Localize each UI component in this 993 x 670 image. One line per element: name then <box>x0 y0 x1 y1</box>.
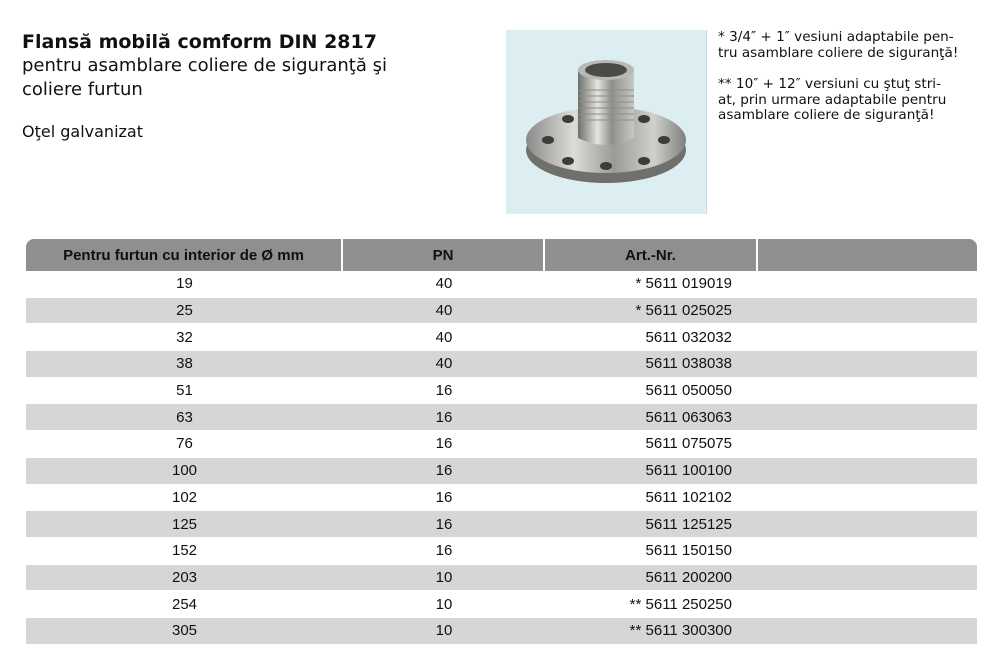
cell-article-number: 5611 050050 <box>645 382 732 400</box>
cell-pn: 16 <box>435 542 453 560</box>
cell-pn: 40 <box>435 275 453 293</box>
cell-article-number: 5611 200200 <box>645 568 732 586</box>
cell-article-number: 5611 038038 <box>645 355 732 373</box>
cell-hose-diameter: 152 <box>171 542 198 560</box>
cell-empty <box>758 351 977 377</box>
notes <box>718 30 986 124</box>
cell-pn: 10 <box>435 595 453 613</box>
cell-pn: 16 <box>435 488 453 506</box>
cell-pn: 40 <box>435 328 453 346</box>
cell-hose-diameter: 63 <box>176 408 193 426</box>
cell-pn: 40 <box>435 302 453 320</box>
table-row <box>26 565 977 592</box>
cell-article-number: 5611 075075 <box>645 435 732 453</box>
note-large-sizes: ** 10″ + 12″ versiuni cu ştuţ stri- at, prin urmare adaptabile pentru asamblare coliere de siguranţă! <box>718 76 947 124</box>
product-material: Oţel galvanizat <box>22 122 143 141</box>
table-row <box>26 538 977 565</box>
product-subtitle-line2: coliere furtun <box>22 79 143 100</box>
cell-empty <box>758 458 977 484</box>
cell-hose-diameter: 32 <box>176 328 193 346</box>
cell-pn: 40 <box>435 355 453 373</box>
cell-hose-diameter: 102 <box>171 488 198 506</box>
cell-pn: 16 <box>435 515 453 533</box>
table-header <box>26 239 977 271</box>
cell-article-number: * 5611 019019 <box>635 275 732 293</box>
cell-article-number: * 5611 025025 <box>635 302 732 320</box>
header-article-number: Art.-Nr. <box>545 239 758 271</box>
flange-photo-svg <box>506 30 706 214</box>
table-row <box>26 458 977 485</box>
cell-hose-diameter: 76 <box>176 435 193 453</box>
article-table <box>26 239 977 645</box>
table-row <box>26 591 977 618</box>
table-row <box>26 511 977 538</box>
table-row <box>26 618 977 645</box>
flange-photo-icon <box>506 30 707 214</box>
cell-article-number: 5611 150150 <box>645 542 732 560</box>
cell-pn: 16 <box>435 435 453 453</box>
product-subtitle-line1: pentru asamblare coliere de siguranţă şi <box>22 55 387 76</box>
product-title: Flansă mobilă comform DIN 2817 <box>22 31 377 53</box>
table-row <box>26 431 977 458</box>
product-heading <box>22 30 492 142</box>
table-row <box>26 271 977 298</box>
cell-empty <box>758 378 977 404</box>
cell-empty <box>758 538 977 564</box>
cell-empty <box>758 511 977 537</box>
header-pn: PN <box>343 239 545 271</box>
cell-empty <box>758 431 977 457</box>
table-row <box>26 404 977 431</box>
cell-article-number: 5611 125125 <box>645 515 732 533</box>
cell-empty <box>758 404 977 430</box>
table-row <box>26 298 977 325</box>
cell-article-number: ** 5611 250250 <box>629 595 732 613</box>
cell-article-number: ** 5611 300300 <box>629 622 732 640</box>
cell-hose-diameter: 25 <box>176 302 193 320</box>
cell-empty <box>758 565 977 591</box>
header-empty <box>758 239 977 271</box>
cell-article-number: 5611 100100 <box>645 462 732 480</box>
cell-hose-diameter: 38 <box>176 355 193 373</box>
note-small-sizes: * 3/4″ + 1″ vesiuni adaptabile pen- tru asamblare coliere de siguranţă! <box>718 29 959 61</box>
table-body <box>26 271 977 645</box>
cell-pn: 16 <box>435 382 453 400</box>
cell-empty <box>758 324 977 350</box>
cell-article-number: 5611 102102 <box>645 488 732 506</box>
table-row <box>26 378 977 405</box>
cell-empty <box>758 271 977 297</box>
cell-article-number: 5611 063063 <box>645 408 732 426</box>
cell-hose-diameter: 19 <box>176 275 193 293</box>
table-row <box>26 351 977 378</box>
cell-empty <box>758 591 977 617</box>
cell-pn: 10 <box>435 568 453 586</box>
cell-empty <box>758 298 977 324</box>
cell-article-number: 5611 032032 <box>645 328 732 346</box>
table-row <box>26 324 977 351</box>
table-row <box>26 485 977 512</box>
cell-pn: 16 <box>435 408 453 426</box>
cell-pn: 16 <box>435 462 453 480</box>
cell-hose-diameter: 100 <box>171 462 198 480</box>
cell-empty <box>758 618 977 644</box>
cell-hose-diameter: 51 <box>176 382 193 400</box>
header-hose-diameter: Pentru furtun cu interior de Ø mm <box>26 239 343 271</box>
cell-hose-diameter: 254 <box>171 595 198 613</box>
cell-pn: 10 <box>435 622 453 640</box>
cell-hose-diameter: 305 <box>171 622 198 640</box>
cell-hose-diameter: 125 <box>171 515 198 533</box>
cell-hose-diameter: 203 <box>171 568 198 586</box>
cell-empty <box>758 485 977 511</box>
